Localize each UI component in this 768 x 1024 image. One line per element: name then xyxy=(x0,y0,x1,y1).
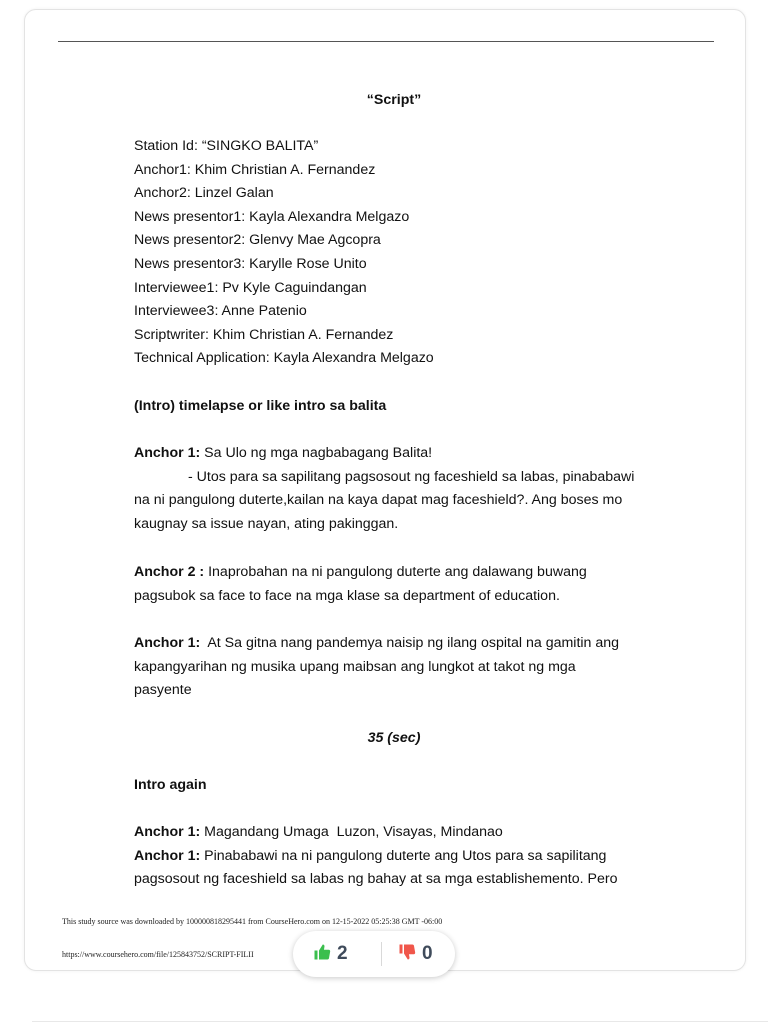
intro-heading: (Intro) timelapse or like intro sa balita xyxy=(134,398,387,414)
cast-line: News presentor2: Glenvy Mae Agcopra xyxy=(134,232,381,249)
segment-text: - Utos para sa sapilitang pagsosout ng faceshield sa labas, pinababawi xyxy=(188,468,635,485)
segment-text: Magandang Umaga Luzon, Visayas, Mindanao xyxy=(200,824,503,840)
speaker-label: Anchor 1: xyxy=(134,635,201,651)
segment-text: Pinababawi na ni pangulong duterte ang Utos para sa sapilitang xyxy=(200,847,607,864)
thumbs-down-icon xyxy=(398,943,416,966)
speaker-label: Anchor 2 : xyxy=(134,564,205,580)
cast-line: Station Id: “SINGKO BALITA” xyxy=(134,138,319,154)
upvote-count: 2 xyxy=(337,943,348,964)
cast-line: Technical Application: Kayla Alexandra Melgazo xyxy=(134,350,434,367)
segment-text: pagsubok sa face to face na mga klase sa department of education. xyxy=(134,587,560,604)
cast-line: News presentor3: Karylle Rose Unito xyxy=(134,255,367,272)
downvote-count: 0 xyxy=(422,943,433,964)
vote-widget xyxy=(293,931,455,977)
segment-text: na ni pangulong duterte,kailan na kaya dapat mag faceshield?. Ang boses mo xyxy=(134,492,623,509)
vote-divider xyxy=(381,942,382,966)
timing-label: 35 (sec) xyxy=(367,730,421,746)
segment-text: pasyente xyxy=(134,682,192,699)
segment-text: Inaprobahan na ni pangulong duterte ang dalawang buwang xyxy=(204,564,587,580)
intro-again-heading: Intro again xyxy=(134,777,207,793)
page-bottom-divider xyxy=(32,1021,768,1022)
speaker-label: Anchor 1: xyxy=(134,445,201,461)
cast-list xyxy=(134,135,434,371)
download-source-note: This study source was downloaded by 100000818295441 from CourseHero.com on 12-15-2022 05:25:38 GMT -06:00 xyxy=(62,917,443,926)
segment-text: pagsosout ng faceshield sa labas ng bahay at sa mga establishemento. Pero xyxy=(134,871,618,888)
cast-line: News presentor1: Kayla Alexandra Melgazo xyxy=(134,208,410,225)
speaker-label: Anchor 1: xyxy=(134,847,201,864)
document-url[interactable]: https://www.coursehero.com/file/125843752/SCRIPT-FILII xyxy=(62,950,254,959)
segment-anchor1-headlines xyxy=(134,442,654,536)
cast-line: Scriptwriter: Khim Christian A. Fernandez xyxy=(134,326,394,343)
document-page xyxy=(24,9,746,971)
document-title: “Script” xyxy=(366,92,422,108)
segment-text: Sa Ulo ng mga nagbabagang Balita! xyxy=(200,445,433,461)
segment-anchor1-greeting xyxy=(134,821,654,892)
upvote-button[interactable] xyxy=(313,931,348,977)
header-divider xyxy=(58,41,714,42)
segment-anchor1-music xyxy=(134,632,654,703)
segment-text: kapangyarihan ng musika upang maibsan ang lungkot at takot ng mga xyxy=(134,658,576,675)
segment-text: kaugnay sa issue nayan, ating pakinggan. xyxy=(134,515,399,532)
thumbs-up-icon xyxy=(313,943,331,966)
cast-line: Anchor1: Khim Christian A. Fernandez xyxy=(134,161,376,178)
cast-line: Anchor2: Linzel Galan xyxy=(134,185,274,202)
segment-text: At Sa gitna nang pandemya naisip ng ilang ospital na gamitin ang xyxy=(200,635,620,651)
cast-line: Interviewee3: Anne Patenio xyxy=(134,303,307,320)
cast-line: Interviewee1: Pv Kyle Caguindangan xyxy=(134,279,367,296)
downvote-button[interactable] xyxy=(398,931,433,977)
segment-anchor2 xyxy=(134,561,654,608)
speaker-label: Anchor 1: xyxy=(134,824,201,840)
